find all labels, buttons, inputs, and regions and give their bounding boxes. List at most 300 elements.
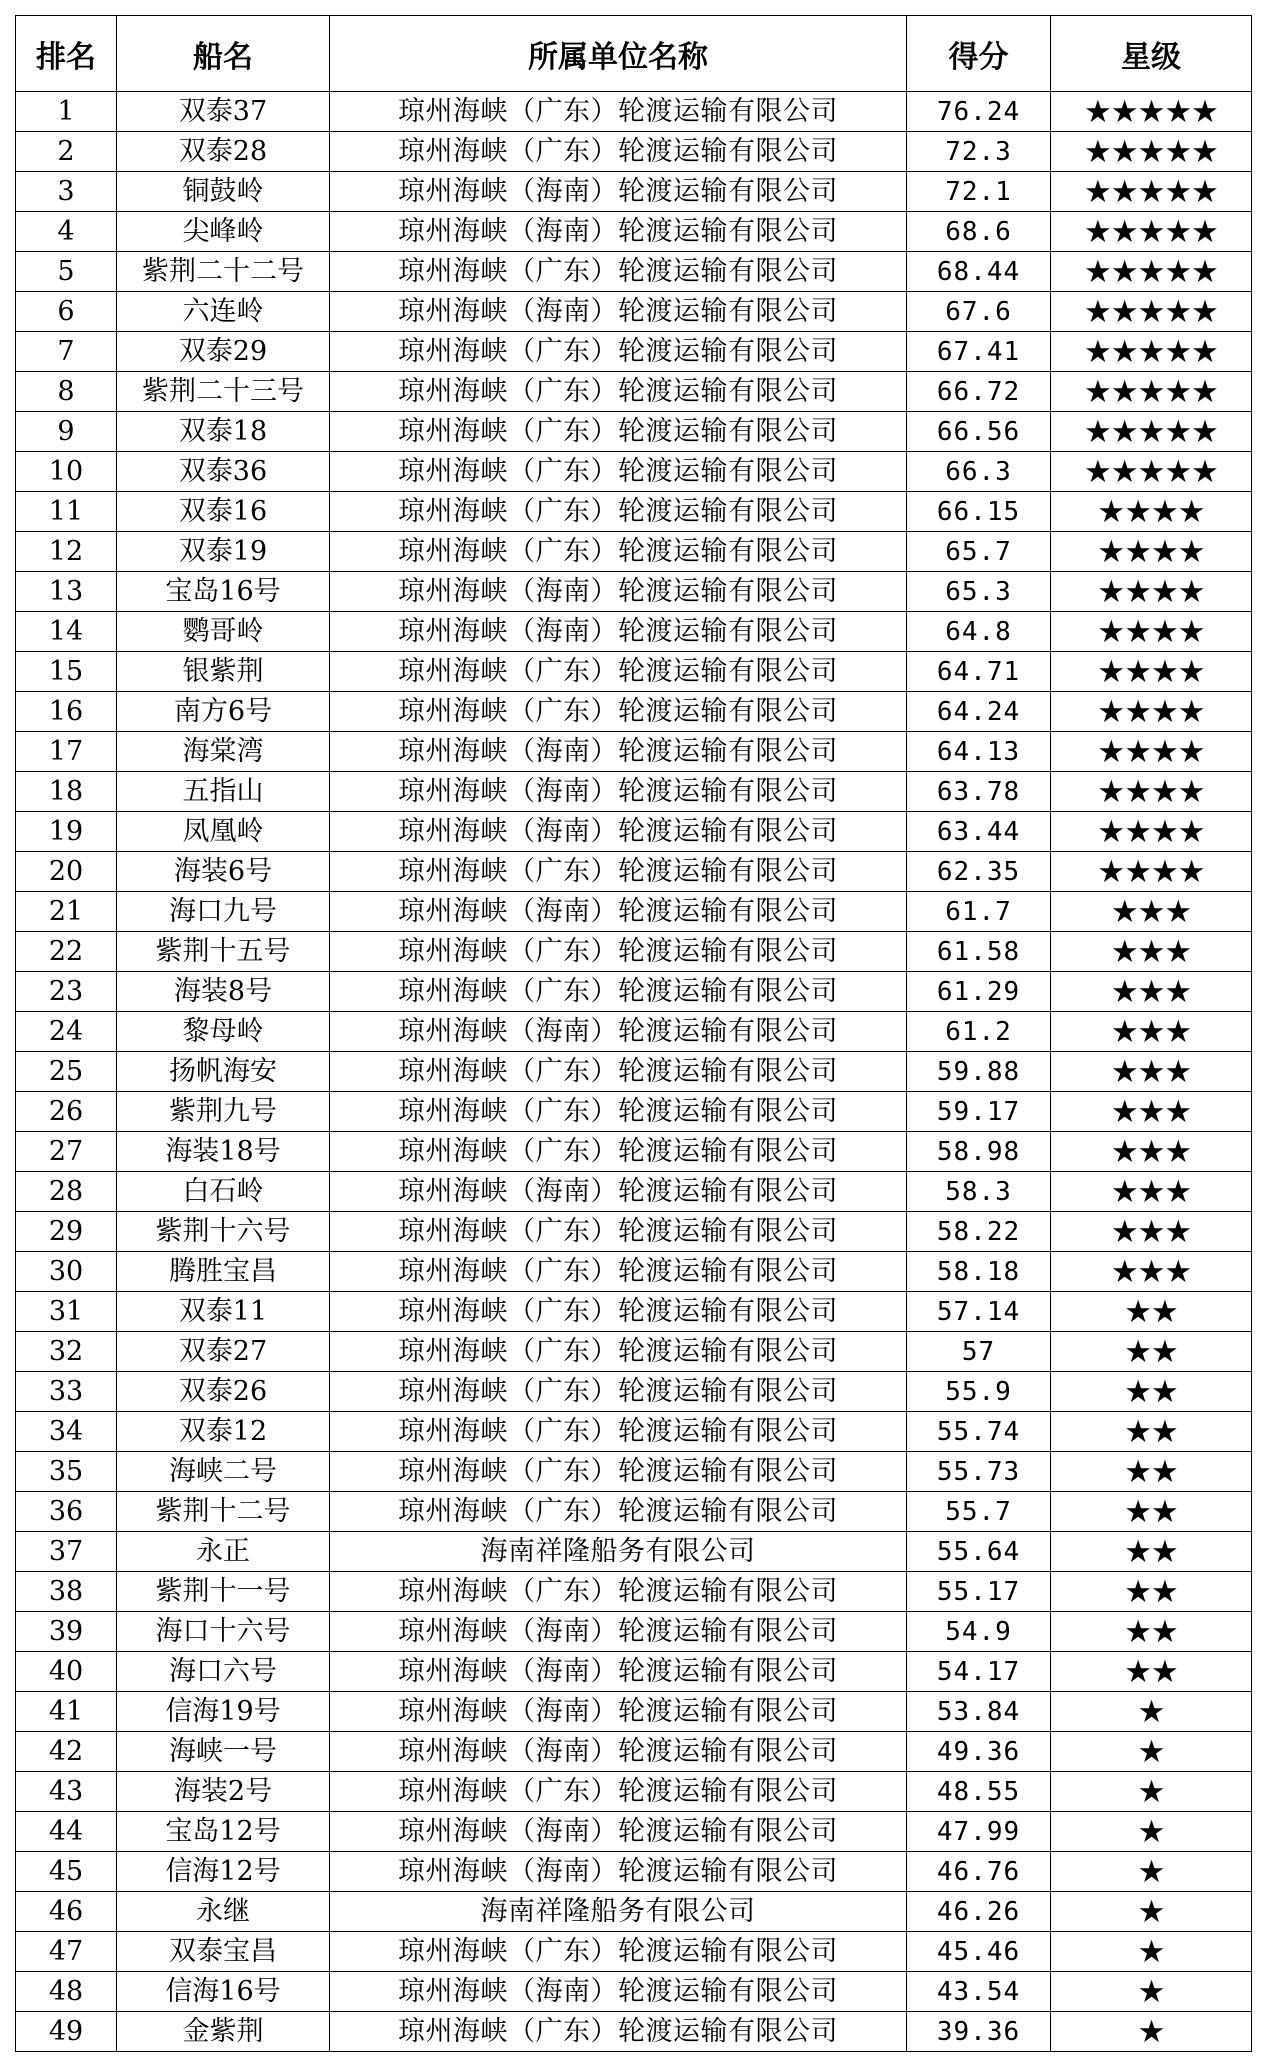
table-row bbox=[16, 1252, 1252, 1292]
company-cell: 琼州海峡（广东）轮渡运输有限公司 bbox=[330, 372, 907, 412]
company-cell: 琼州海峡（海南）轮渡运输有限公司 bbox=[330, 812, 907, 852]
star-rating-cell: ★★ bbox=[1051, 1612, 1252, 1652]
rank-cell: 12 bbox=[16, 532, 117, 572]
rank-cell: 2 bbox=[16, 132, 117, 172]
score-cell: 49.36 bbox=[907, 1732, 1051, 1772]
company-cell: 琼州海峡（广东）轮渡运输有限公司 bbox=[330, 972, 907, 1012]
company-cell: 琼州海峡（广东）轮渡运输有限公司 bbox=[330, 1372, 907, 1412]
table-row bbox=[16, 1732, 1252, 1772]
rank-cell: 13 bbox=[16, 572, 117, 612]
ship-name-cell: 双泰27 bbox=[117, 1332, 330, 1372]
ship-name-cell: 双泰16 bbox=[117, 492, 330, 532]
score-cell: 68.6 bbox=[907, 212, 1051, 252]
rank-cell: 48 bbox=[16, 1972, 117, 2012]
score-cell: 66.56 bbox=[907, 412, 1051, 452]
star-rating-cell: ★★ bbox=[1051, 1452, 1252, 1492]
ship-name-cell: 海口九号 bbox=[117, 892, 330, 932]
ship-ranking-table bbox=[15, 15, 1252, 2052]
ship-name-cell: 信海16号 bbox=[117, 1972, 330, 2012]
star-rating-cell: ★★★★ bbox=[1051, 732, 1252, 772]
ship-name-cell: 紫荆九号 bbox=[117, 1092, 330, 1132]
star-rating-cell: ★★★★ bbox=[1051, 612, 1252, 652]
table-row bbox=[16, 1692, 1252, 1732]
star-rating-cell: ★★ bbox=[1051, 1492, 1252, 1532]
rank-cell: 23 bbox=[16, 972, 117, 1012]
company-cell: 琼州海峡（广东）轮渡运输有限公司 bbox=[330, 1292, 907, 1332]
ship-name-cell: 海峡一号 bbox=[117, 1732, 330, 1772]
score-cell: 67.6 bbox=[907, 292, 1051, 332]
star-rating-cell: ★★★★ bbox=[1051, 772, 1252, 812]
score-cell: 45.46 bbox=[907, 1932, 1051, 1972]
ship-name-cell: 六连岭 bbox=[117, 292, 330, 332]
score-cell: 61.58 bbox=[907, 932, 1051, 972]
table-row bbox=[16, 1052, 1252, 1092]
star-rating-cell: ★★★ bbox=[1051, 1132, 1252, 1172]
table-row bbox=[16, 1612, 1252, 1652]
company-cell: 琼州海峡（广东）轮渡运输有限公司 bbox=[330, 1132, 907, 1172]
rank-cell: 22 bbox=[16, 932, 117, 972]
score-cell: 65.7 bbox=[907, 532, 1051, 572]
rank-cell: 10 bbox=[16, 452, 117, 492]
table-row bbox=[16, 92, 1252, 132]
ship-name-cell: 双泰26 bbox=[117, 1372, 330, 1412]
ship-name-cell: 永正 bbox=[117, 1532, 330, 1572]
score-cell: 64.71 bbox=[907, 652, 1051, 692]
ship-name-cell: 信海19号 bbox=[117, 1692, 330, 1732]
score-cell: 62.35 bbox=[907, 852, 1051, 892]
score-cell: 55.73 bbox=[907, 1452, 1051, 1492]
table-row bbox=[16, 852, 1252, 892]
score-cell: 58.18 bbox=[907, 1252, 1051, 1292]
rank-cell: 43 bbox=[16, 1772, 117, 1812]
score-cell: 54.17 bbox=[907, 1652, 1051, 1692]
table-row bbox=[16, 372, 1252, 412]
rank-cell: 5 bbox=[16, 252, 117, 292]
table-body bbox=[16, 92, 1252, 2052]
table-row bbox=[16, 732, 1252, 772]
table-row bbox=[16, 1772, 1252, 1812]
header-company: 所属单位名称 bbox=[330, 16, 907, 92]
ship-name-cell: 海装6号 bbox=[117, 852, 330, 892]
ship-name-cell: 永继 bbox=[117, 1892, 330, 1932]
company-cell: 琼州海峡（广东）轮渡运输有限公司 bbox=[330, 1212, 907, 1252]
rank-cell: 41 bbox=[16, 1692, 117, 1732]
table-row bbox=[16, 692, 1252, 732]
rank-cell: 34 bbox=[16, 1412, 117, 1452]
rank-cell: 6 bbox=[16, 292, 117, 332]
star-rating-cell: ★★★★★ bbox=[1051, 172, 1252, 212]
table-row bbox=[16, 1012, 1252, 1052]
company-cell: 琼州海峡（广东）轮渡运输有限公司 bbox=[330, 1092, 907, 1132]
rank-cell: 8 bbox=[16, 372, 117, 412]
rank-cell: 45 bbox=[16, 1852, 117, 1892]
table-row bbox=[16, 492, 1252, 532]
score-cell: 55.9 bbox=[907, 1372, 1051, 1412]
star-rating-cell: ★★★★ bbox=[1051, 692, 1252, 732]
score-cell: 58.98 bbox=[907, 1132, 1051, 1172]
score-cell: 66.3 bbox=[907, 452, 1051, 492]
star-rating-cell: ★★★★★ bbox=[1051, 252, 1252, 292]
table-header bbox=[16, 16, 1252, 92]
star-rating-cell: ★★★★ bbox=[1051, 852, 1252, 892]
ship-name-cell: 黎母岭 bbox=[117, 1012, 330, 1052]
star-rating-cell: ★★★ bbox=[1051, 1052, 1252, 1092]
table-row bbox=[16, 172, 1252, 212]
score-cell: 46.26 bbox=[907, 1892, 1051, 1932]
star-rating-cell: ★★ bbox=[1051, 1412, 1252, 1452]
table-row bbox=[16, 1812, 1252, 1852]
company-cell: 琼州海峡（广东）轮渡运输有限公司 bbox=[330, 492, 907, 532]
rank-cell: 4 bbox=[16, 212, 117, 252]
score-cell: 58.3 bbox=[907, 1172, 1051, 1212]
rank-cell: 19 bbox=[16, 812, 117, 852]
rank-cell: 16 bbox=[16, 692, 117, 732]
ship-name-cell: 海装8号 bbox=[117, 972, 330, 1012]
table-row bbox=[16, 892, 1252, 932]
star-rating-cell: ★ bbox=[1051, 1772, 1252, 1812]
star-rating-cell: ★ bbox=[1051, 1692, 1252, 1732]
score-cell: 66.15 bbox=[907, 492, 1051, 532]
company-cell: 琼州海峡（广东）轮渡运输有限公司 bbox=[330, 1052, 907, 1092]
score-cell: 57.14 bbox=[907, 1292, 1051, 1332]
score-cell: 53.84 bbox=[907, 1692, 1051, 1732]
company-cell: 琼州海峡（广东）轮渡运输有限公司 bbox=[330, 1452, 907, 1492]
star-rating-cell: ★ bbox=[1051, 1732, 1252, 1772]
rank-cell: 14 bbox=[16, 612, 117, 652]
table-row bbox=[16, 572, 1252, 612]
table-row bbox=[16, 612, 1252, 652]
rank-cell: 3 bbox=[16, 172, 117, 212]
company-cell: 琼州海峡（广东）轮渡运输有限公司 bbox=[330, 92, 907, 132]
score-cell: 46.76 bbox=[907, 1852, 1051, 1892]
rank-cell: 37 bbox=[16, 1532, 117, 1572]
rank-cell: 24 bbox=[16, 1012, 117, 1052]
company-cell: 琼州海峡（广东）轮渡运输有限公司 bbox=[330, 332, 907, 372]
company-cell: 琼州海峡（海南）轮渡运输有限公司 bbox=[330, 1012, 907, 1052]
table-row bbox=[16, 1492, 1252, 1532]
ship-name-cell: 腾胜宝昌 bbox=[117, 1252, 330, 1292]
rank-cell: 1 bbox=[16, 92, 117, 132]
ship-name-cell: 白石岭 bbox=[117, 1172, 330, 1212]
rank-cell: 36 bbox=[16, 1492, 117, 1532]
table-row bbox=[16, 452, 1252, 492]
ship-name-cell: 鹦哥岭 bbox=[117, 612, 330, 652]
rank-cell: 30 bbox=[16, 1252, 117, 1292]
score-cell: 64.13 bbox=[907, 732, 1051, 772]
star-rating-cell: ★★★ bbox=[1051, 972, 1252, 1012]
rank-cell: 40 bbox=[16, 1652, 117, 1692]
star-rating-cell: ★★★ bbox=[1051, 892, 1252, 932]
company-cell: 琼州海峡（海南）轮渡运输有限公司 bbox=[330, 1652, 907, 1692]
star-rating-cell: ★★★★★ bbox=[1051, 412, 1252, 452]
star-rating-cell: ★★ bbox=[1051, 1532, 1252, 1572]
ship-name-cell: 扬帆海安 bbox=[117, 1052, 330, 1092]
rank-cell: 39 bbox=[16, 1612, 117, 1652]
table-row bbox=[16, 1892, 1252, 1932]
score-cell: 57 bbox=[907, 1332, 1051, 1372]
table-row bbox=[16, 1572, 1252, 1612]
table-row bbox=[16, 1652, 1252, 1692]
star-rating-cell: ★★ bbox=[1051, 1372, 1252, 1412]
table-row bbox=[16, 212, 1252, 252]
star-rating-cell: ★★ bbox=[1051, 1572, 1252, 1612]
score-cell: 55.74 bbox=[907, 1412, 1051, 1452]
star-rating-cell: ★★★ bbox=[1051, 1252, 1252, 1292]
score-cell: 58.22 bbox=[907, 1212, 1051, 1252]
rank-cell: 11 bbox=[16, 492, 117, 532]
score-cell: 63.44 bbox=[907, 812, 1051, 852]
table-row bbox=[16, 1412, 1252, 1452]
company-cell: 琼州海峡（广东）轮渡运输有限公司 bbox=[330, 852, 907, 892]
company-cell: 琼州海峡（广东）轮渡运输有限公司 bbox=[330, 132, 907, 172]
star-rating-cell: ★★★★★ bbox=[1051, 372, 1252, 412]
company-cell: 琼州海峡（海南）轮渡运输有限公司 bbox=[330, 732, 907, 772]
table-row bbox=[16, 1852, 1252, 1892]
rank-cell: 47 bbox=[16, 1932, 117, 1972]
table-row bbox=[16, 812, 1252, 852]
rank-cell: 18 bbox=[16, 772, 117, 812]
table-row bbox=[16, 1132, 1252, 1172]
company-cell: 琼州海峡（海南）轮渡运输有限公司 bbox=[330, 1172, 907, 1212]
company-cell: 琼州海峡（海南）轮渡运输有限公司 bbox=[330, 1812, 907, 1852]
rank-cell: 42 bbox=[16, 1732, 117, 1772]
ship-name-cell: 海装2号 bbox=[117, 1772, 330, 1812]
rank-cell: 17 bbox=[16, 732, 117, 772]
company-cell: 琼州海峡（广东）轮渡运输有限公司 bbox=[330, 1492, 907, 1532]
ship-name-cell: 尖峰岭 bbox=[117, 212, 330, 252]
ship-name-cell: 双泰37 bbox=[117, 92, 330, 132]
score-cell: 72.3 bbox=[907, 132, 1051, 172]
star-rating-cell: ★★★ bbox=[1051, 1172, 1252, 1212]
score-cell: 67.41 bbox=[907, 332, 1051, 372]
star-rating-cell: ★★★★ bbox=[1051, 572, 1252, 612]
header-ship-name: 船名 bbox=[117, 16, 330, 92]
rank-cell: 20 bbox=[16, 852, 117, 892]
table-row bbox=[16, 412, 1252, 452]
ship-name-cell: 凤凰岭 bbox=[117, 812, 330, 852]
company-cell: 琼州海峡（广东）轮渡运输有限公司 bbox=[330, 532, 907, 572]
score-cell: 47.99 bbox=[907, 1812, 1051, 1852]
company-cell: 琼州海峡（海南）轮渡运输有限公司 bbox=[330, 212, 907, 252]
rank-cell: 21 bbox=[16, 892, 117, 932]
score-cell: 68.44 bbox=[907, 252, 1051, 292]
ship-name-cell: 南方6号 bbox=[117, 692, 330, 732]
score-cell: 76.24 bbox=[907, 92, 1051, 132]
company-cell: 琼州海峡（广东）轮渡运输有限公司 bbox=[330, 2012, 907, 2052]
score-cell: 48.55 bbox=[907, 1772, 1051, 1812]
ship-name-cell: 海装18号 bbox=[117, 1132, 330, 1172]
star-rating-cell: ★ bbox=[1051, 1852, 1252, 1892]
ship-name-cell: 紫荆二十三号 bbox=[117, 372, 330, 412]
company-cell: 琼州海峡（广东）轮渡运输有限公司 bbox=[330, 692, 907, 732]
ship-name-cell: 双泰18 bbox=[117, 412, 330, 452]
score-cell: 39.36 bbox=[907, 2012, 1051, 2052]
rank-cell: 35 bbox=[16, 1452, 117, 1492]
company-cell: 琼州海峡（海南）轮渡运输有限公司 bbox=[330, 172, 907, 212]
ship-name-cell: 宝岛16号 bbox=[117, 572, 330, 612]
rank-cell: 33 bbox=[16, 1372, 117, 1412]
company-cell: 琼州海峡（广东）轮渡运输有限公司 bbox=[330, 1772, 907, 1812]
star-rating-cell: ★★★★★ bbox=[1051, 332, 1252, 372]
company-cell: 琼州海峡（海南）轮渡运输有限公司 bbox=[330, 612, 907, 652]
ship-name-cell: 双泰11 bbox=[117, 1292, 330, 1332]
table-row bbox=[16, 1292, 1252, 1332]
score-cell: 43.54 bbox=[907, 1972, 1051, 2012]
table-row bbox=[16, 2012, 1252, 2052]
rank-cell: 29 bbox=[16, 1212, 117, 1252]
star-rating-cell: ★ bbox=[1051, 2012, 1252, 2052]
company-cell: 琼州海峡（广东）轮渡运输有限公司 bbox=[330, 412, 907, 452]
company-cell: 琼州海峡（海南）轮渡运输有限公司 bbox=[330, 1972, 907, 2012]
table-row bbox=[16, 1532, 1252, 1572]
star-rating-cell: ★★★★★ bbox=[1051, 212, 1252, 252]
star-rating-cell: ★★★ bbox=[1051, 1092, 1252, 1132]
star-rating-cell: ★ bbox=[1051, 1812, 1252, 1852]
table-row bbox=[16, 1372, 1252, 1412]
star-rating-cell: ★★★★★ bbox=[1051, 292, 1252, 332]
company-cell: 琼州海峡（广东）轮渡运输有限公司 bbox=[330, 1332, 907, 1372]
score-cell: 59.17 bbox=[907, 1092, 1051, 1132]
company-cell: 琼州海峡（海南）轮渡运输有限公司 bbox=[330, 892, 907, 932]
ship-name-cell: 紫荆十五号 bbox=[117, 932, 330, 972]
ship-name-cell: 紫荆十六号 bbox=[117, 1212, 330, 1252]
star-rating-cell: ★★ bbox=[1051, 1292, 1252, 1332]
table-row bbox=[16, 932, 1252, 972]
ship-name-cell: 双泰29 bbox=[117, 332, 330, 372]
company-cell: 琼州海峡（海南）轮渡运输有限公司 bbox=[330, 1612, 907, 1652]
company-cell: 海南祥隆船务有限公司 bbox=[330, 1532, 907, 1572]
table-row bbox=[16, 292, 1252, 332]
ship-name-cell: 信海12号 bbox=[117, 1852, 330, 1892]
rank-cell: 9 bbox=[16, 412, 117, 452]
header-star-rating: 星级 bbox=[1051, 16, 1252, 92]
company-cell: 琼州海峡（广东）轮渡运输有限公司 bbox=[330, 932, 907, 972]
star-rating-cell: ★★★★ bbox=[1051, 812, 1252, 852]
ship-name-cell: 双泰36 bbox=[117, 452, 330, 492]
rank-cell: 44 bbox=[16, 1812, 117, 1852]
ship-name-cell: 双泰宝昌 bbox=[117, 1932, 330, 1972]
star-rating-cell: ★★ bbox=[1051, 1332, 1252, 1372]
star-rating-cell: ★ bbox=[1051, 1932, 1252, 1972]
score-cell: 72.1 bbox=[907, 172, 1051, 212]
rank-cell: 28 bbox=[16, 1172, 117, 1212]
ship-name-cell: 金紫荆 bbox=[117, 2012, 330, 2052]
score-cell: 63.78 bbox=[907, 772, 1051, 812]
ship-name-cell: 海口六号 bbox=[117, 1652, 330, 1692]
table-row bbox=[16, 1972, 1252, 2012]
company-cell: 琼州海峡（海南）轮渡运输有限公司 bbox=[330, 1732, 907, 1772]
score-cell: 55.64 bbox=[907, 1532, 1051, 1572]
company-cell: 琼州海峡（海南）轮渡运输有限公司 bbox=[330, 572, 907, 612]
ship-name-cell: 海棠湾 bbox=[117, 732, 330, 772]
rank-cell: 31 bbox=[16, 1292, 117, 1332]
ship-name-cell: 紫荆十一号 bbox=[117, 1572, 330, 1612]
rank-cell: 38 bbox=[16, 1572, 117, 1612]
ship-name-cell: 海口十六号 bbox=[117, 1612, 330, 1652]
company-cell: 琼州海峡（海南）轮渡运输有限公司 bbox=[330, 772, 907, 812]
header-score: 得分 bbox=[907, 16, 1051, 92]
ship-name-cell: 双泰19 bbox=[117, 532, 330, 572]
table-row bbox=[16, 1172, 1252, 1212]
table-row bbox=[16, 1332, 1252, 1372]
star-rating-cell: ★★★★★ bbox=[1051, 452, 1252, 492]
score-cell: 66.72 bbox=[907, 372, 1051, 412]
company-cell: 琼州海峡（广东）轮渡运输有限公司 bbox=[330, 1932, 907, 1972]
company-cell: 琼州海峡（海南）轮渡运输有限公司 bbox=[330, 292, 907, 332]
star-rating-cell: ★★★ bbox=[1051, 1212, 1252, 1252]
table-row bbox=[16, 1092, 1252, 1132]
header-rank: 排名 bbox=[16, 16, 117, 92]
table-row bbox=[16, 1932, 1252, 1972]
score-cell: 55.7 bbox=[907, 1492, 1051, 1532]
ship-name-cell: 五指山 bbox=[117, 772, 330, 812]
company-cell: 琼州海峡（广东）轮渡运输有限公司 bbox=[330, 452, 907, 492]
company-cell: 琼州海峡（海南）轮渡运输有限公司 bbox=[330, 1692, 907, 1732]
score-cell: 55.17 bbox=[907, 1572, 1051, 1612]
table-row bbox=[16, 772, 1252, 812]
score-cell: 61.7 bbox=[907, 892, 1051, 932]
rank-cell: 27 bbox=[16, 1132, 117, 1172]
table-row bbox=[16, 972, 1252, 1012]
star-rating-cell: ★★★ bbox=[1051, 932, 1252, 972]
star-rating-cell: ★★★★ bbox=[1051, 652, 1252, 692]
company-cell: 海南祥隆船务有限公司 bbox=[330, 1892, 907, 1932]
ship-name-cell: 海峡二号 bbox=[117, 1452, 330, 1492]
rank-cell: 32 bbox=[16, 1332, 117, 1372]
rank-cell: 46 bbox=[16, 1892, 117, 1932]
header-row bbox=[16, 16, 1252, 92]
ship-name-cell: 铜鼓岭 bbox=[117, 172, 330, 212]
table-row bbox=[16, 652, 1252, 692]
ship-name-cell: 双泰28 bbox=[117, 132, 330, 172]
rank-cell: 49 bbox=[16, 2012, 117, 2052]
company-cell: 琼州海峡（海南）轮渡运输有限公司 bbox=[330, 1852, 907, 1892]
rank-cell: 25 bbox=[16, 1052, 117, 1092]
star-rating-cell: ★★★★ bbox=[1051, 532, 1252, 572]
ship-name-cell: 宝岛12号 bbox=[117, 1812, 330, 1852]
ranking-table-container bbox=[15, 15, 1252, 2052]
table-row bbox=[16, 1212, 1252, 1252]
score-cell: 64.8 bbox=[907, 612, 1051, 652]
table-row bbox=[16, 532, 1252, 572]
star-rating-cell: ★★★ bbox=[1051, 1012, 1252, 1052]
star-rating-cell: ★★ bbox=[1051, 1652, 1252, 1692]
rank-cell: 26 bbox=[16, 1092, 117, 1132]
table-row bbox=[16, 1452, 1252, 1492]
table-row bbox=[16, 252, 1252, 292]
ship-name-cell: 紫荆二十二号 bbox=[117, 252, 330, 292]
table-row bbox=[16, 332, 1252, 372]
ship-name-cell: 紫荆十二号 bbox=[117, 1492, 330, 1532]
star-rating-cell: ★★★★★ bbox=[1051, 92, 1252, 132]
score-cell: 61.29 bbox=[907, 972, 1051, 1012]
star-rating-cell: ★★★★★ bbox=[1051, 132, 1252, 172]
company-cell: 琼州海峡（广东）轮渡运输有限公司 bbox=[330, 252, 907, 292]
star-rating-cell: ★ bbox=[1051, 1972, 1252, 2012]
score-cell: 59.88 bbox=[907, 1052, 1051, 1092]
ship-name-cell: 双泰12 bbox=[117, 1412, 330, 1452]
star-rating-cell: ★★★★ bbox=[1051, 492, 1252, 532]
score-cell: 61.2 bbox=[907, 1012, 1051, 1052]
company-cell: 琼州海峡（广东）轮渡运输有限公司 bbox=[330, 1412, 907, 1452]
star-rating-cell: ★ bbox=[1051, 1892, 1252, 1932]
company-cell: 琼州海峡（广东）轮渡运输有限公司 bbox=[330, 652, 907, 692]
rank-cell: 15 bbox=[16, 652, 117, 692]
rank-cell: 7 bbox=[16, 332, 117, 372]
table-row bbox=[16, 132, 1252, 172]
score-cell: 54.9 bbox=[907, 1612, 1051, 1652]
score-cell: 64.24 bbox=[907, 692, 1051, 732]
